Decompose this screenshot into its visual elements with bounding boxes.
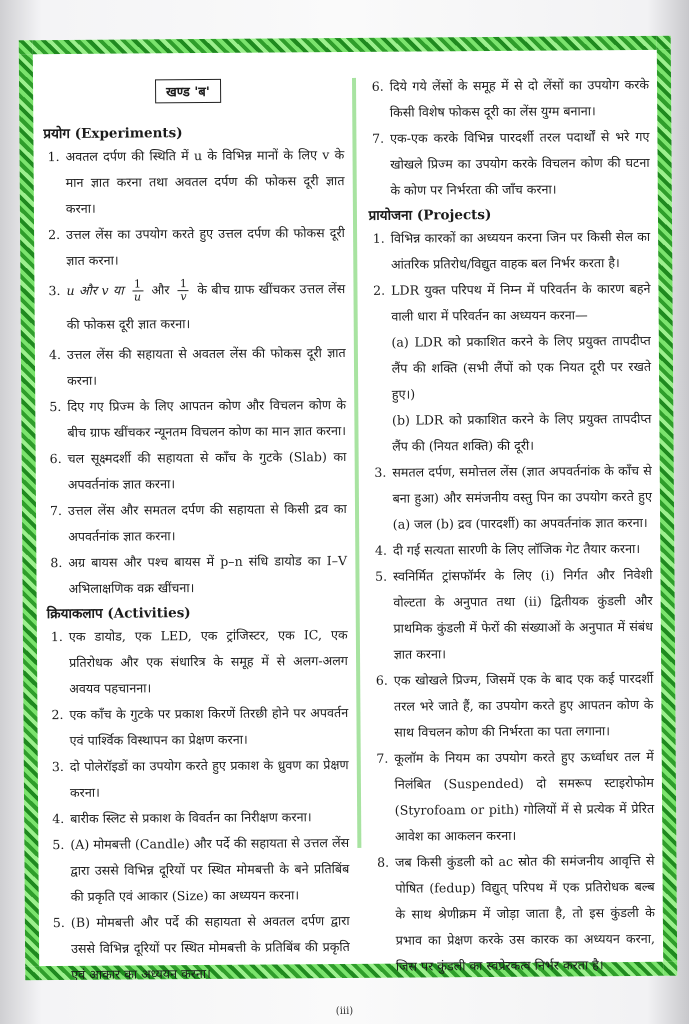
item-text: चल सूक्ष्मदर्शी की सहायता से काँच के गुटके (Slab) का अपवर्तनांक ज्ञात करना। <box>67 449 347 492</box>
experiments-continued-list <box>368 72 650 204</box>
list-item <box>48 830 349 910</box>
item-text: दिये गये लेंसों के समूह में से दो लेंसों का उपयोग करके किसी विशेष फोकस दूरी का लेंस युग्म बनाना। <box>389 76 650 120</box>
numerator: 1 <box>178 278 189 291</box>
item-number: 6. <box>49 450 62 467</box>
item-number: 7. <box>49 502 63 519</box>
list-item <box>47 700 348 754</box>
item-text: जब किसी कुंडली को ac स्रोत की समंजनीय आवृत्ति से पोषित (fedup) विद्युत् परिपथ में एक प्रतिरोधक बल्ब के साथ श्रेणीक्रम में जोड़ा जाता है, तो इस कुंडली के प्रभाव का प्रेक्षण करके उस कारक का अध्ययन करना, जिस पर कुंडली का स्वप्रेरकत्व निर्भर करता है। <box>395 852 656 974</box>
item-number: 5. <box>49 398 62 415</box>
list-item <box>47 622 348 702</box>
item-text: अवतल दर्पण की स्थिति में u के विभिन्न मानों के लिए v के मान ज्ञात करना तथा अवतल दर्पण की फोकस दूरी ज्ञात करना। <box>65 147 345 216</box>
list-item <box>48 804 349 832</box>
item-number: 5. <box>52 914 65 931</box>
page-content <box>33 50 663 982</box>
item-number: 2. <box>373 282 386 298</box>
list-item <box>48 752 349 806</box>
item-number: 6. <box>375 672 388 688</box>
item-text: एक काँच के गुटके पर प्रकाश किरणें तिरछी होने पर अपवर्तन एवं पार्श्विक विस्थापन का प्रेक्षण करना। <box>69 705 349 748</box>
item-number: 4. <box>52 810 65 827</box>
item-text: दो पोलेरॉइडों का उपयोग करते हुए प्रकाश के ध्रुवण का प्रेक्षण करना। <box>69 757 349 800</box>
item-number: 8. <box>50 554 63 571</box>
list-item <box>49 908 350 988</box>
item-text: विभिन्न कारकों का अध्ययन करना जिन पर किसी सेल का आंतरिक प्रतिरोध/विद्युत वाहक बल निर्भर करता है। <box>390 228 651 272</box>
experiments-list <box>43 142 347 602</box>
list-item <box>370 458 652 538</box>
item-text: एक डायोड, एक LED, एक ट्रांजिस्टर, एक IC, एक प्रतिरोधक और एक संधारित्र के समूह में से अलग-अलग अवयव पहचानना। <box>68 627 348 696</box>
activities-heading: क्रियाकलाप (Activities) <box>46 605 191 623</box>
item-number: 7. <box>372 130 385 146</box>
list-item <box>371 536 653 564</box>
projects-list <box>369 224 656 980</box>
item-text: समतल दर्पण, समोत्तल लेंस (ज्ञात अपवर्तनांक के काँच से बना हुआ) और समंजनीय वस्तु पिन का उपयोग करते हुए (a) जल (b) द्रव (पारदर्शी) का अपवर्तनांक ज्ञात करना। <box>392 462 652 532</box>
item-text: कूलॉम के नियम का उपयोग करते हुए ऊर्ध्वाधर तल में निलंबित (Suspended) दो समरूप स्टाइरोफोम (Styrofoam or pith) गोलियों में से प्रत्येक में प्रेरित आवेश का आकलन करना। <box>394 748 655 844</box>
list-item <box>45 340 346 394</box>
list-item <box>368 124 650 204</box>
item-number: 3. <box>51 758 64 775</box>
activities-list <box>47 622 350 988</box>
item-text: एक खोखले प्रिज्म, जिसमें एक के बाद एक कई पारदर्शी तरल भरे जाते हैं, का उपयोग करते हुए आपतन कोण के साथ विचलन कोण की निर्भरता का पता लगाना। <box>393 670 654 740</box>
item-text: दिए गए प्रिज्म के लिए आपतन कोण और विचलन कोण के बीच ग्राफ खींचकर न्यूनतम विचलन कोण का मान ज्ञात करना। <box>67 397 347 440</box>
item-number: 2. <box>48 227 61 243</box>
item-text: एक-एक करके विभिन्न पारदर्शी तरल पदार्थों से भरे गए खोखले प्रिज्म का उपयोग करके विचलन कोण की घटना के कोण पर निर्भरता की जाँच करना। <box>390 128 650 198</box>
item-text: बारीक स्लिट से प्रकाश के विवर्तन का निरीक्षण करना। <box>70 809 312 826</box>
left-column <box>43 74 358 982</box>
sub-item-b: (b) LDR को प्रकाशित करने के लिए प्रयुक्त तापदीप्त लैंप की (नियत शक्ति) की दूरी। <box>391 410 652 454</box>
list-item <box>46 496 347 550</box>
item-text: के बीच ग्राफ खींचकर उत्तल लेंस की फोकस दूरी ज्ञात करना। <box>66 281 346 332</box>
projects-heading: प्रायोजना (Projects) <box>368 206 492 224</box>
item-text: दी गई सत्यता सारणी के लिए लॉजिक गेट तैयार करना। <box>392 540 641 558</box>
list-item <box>371 562 653 668</box>
list-item <box>46 444 347 498</box>
item-number: 5. <box>52 836 65 853</box>
list-item <box>45 392 346 446</box>
item-number: 6. <box>371 78 384 94</box>
list-item <box>43 142 344 222</box>
sub-item-a: (a) LDR को प्रकाशित करने के लिए प्रयुक्त तापदीप्त लैंप की शक्ति (सभी लैंपों को एक नियत दूरी पर रखते हुए।) <box>391 332 652 402</box>
item-number: 3. <box>374 464 387 480</box>
page-frame <box>19 36 678 981</box>
list-item <box>372 744 654 850</box>
item-number: 1. <box>47 149 60 165</box>
item-text: और <box>151 282 170 298</box>
item-text: उत्तल लेंस की सहायता से अवतल लेंस की फोकस दूरी ज्ञात करना। <box>66 345 346 388</box>
fraction-1-over-u <box>132 278 143 303</box>
list-item <box>369 276 652 460</box>
list-item <box>46 548 347 602</box>
item-number: 1. <box>50 628 63 645</box>
item-number: 4. <box>374 542 388 558</box>
item-number: 4. <box>48 347 62 363</box>
list-item <box>373 848 655 980</box>
list-item <box>44 272 345 342</box>
list-item <box>372 666 654 746</box>
page-number: (iii) <box>335 1006 354 1017</box>
item-text: u और v या <box>66 282 124 298</box>
numerator: 1 <box>132 278 143 291</box>
item-number: 2. <box>51 706 64 723</box>
item-text: (A) मोमबत्ती (Candle) और पर्दे की सहायता से उत्तल लेंस द्वारा उससे विभिन्न दूरियों पर स्थित मोमबत्ती के बने प्रतिबिंब की प्रकृति एवं आकार (Size) का अध्ययन करना। <box>70 835 350 904</box>
denominator: v <box>180 290 187 304</box>
item-number: 8. <box>377 854 390 870</box>
list-item <box>368 72 650 126</box>
item-text: उत्तल लेंस और समतल दर्पण की सहायता से किसी द्रव का अपवर्तनांक ज्ञात करना। <box>67 501 347 544</box>
item-number: 7. <box>376 750 389 766</box>
item-text: स्वनिर्मित ट्रांसफॉर्मर के लिए (i) निर्गत और निवेशी वोल्टता के अनुपात तथा (ii) द्वितीयक कुंडली और प्राथमिक कुंडली में फेरों की संख्याओं के अनुपात में संबंध ज्ञात करना। <box>393 566 653 662</box>
item-text: (B) मोमबत्ती और पर्दे की सहायता से अवतल दर्पण द्वारा उससे विभिन्न दूरियों पर स्थित मोमबत्ती के प्रतिबिंब की प्रकृति एवं आकार का अध्ययन करना। <box>70 912 350 982</box>
list-item <box>369 224 651 278</box>
list-item <box>44 220 345 274</box>
fraction-1-over-v <box>178 278 189 303</box>
item-number: 3. <box>48 283 61 299</box>
item-text: उत्तल लेंस का उपयोग करते हुए उत्तल दर्पण की फोकस दूरी ज्ञात करना। <box>66 225 345 268</box>
experiments-heading: प्रयोग (Experiments) <box>43 125 183 143</box>
denominator: u <box>133 290 142 304</box>
right-column <box>356 72 656 974</box>
item-text: LDR युक्त परिपथ में निम्न में परिवर्तन के कारण बहने वाली धारा में परिवर्तन का अध्ययन करना— <box>391 280 651 324</box>
item-number: 5. <box>375 568 388 584</box>
item-text: अग्र बायस और पश्च बायस में p–n संधि डायोड का I–V अभिलाक्षणिक वक्र खींचना। <box>68 553 348 596</box>
section-title: खण्ड 'ब' <box>155 79 221 103</box>
item-number: 1. <box>372 230 385 246</box>
